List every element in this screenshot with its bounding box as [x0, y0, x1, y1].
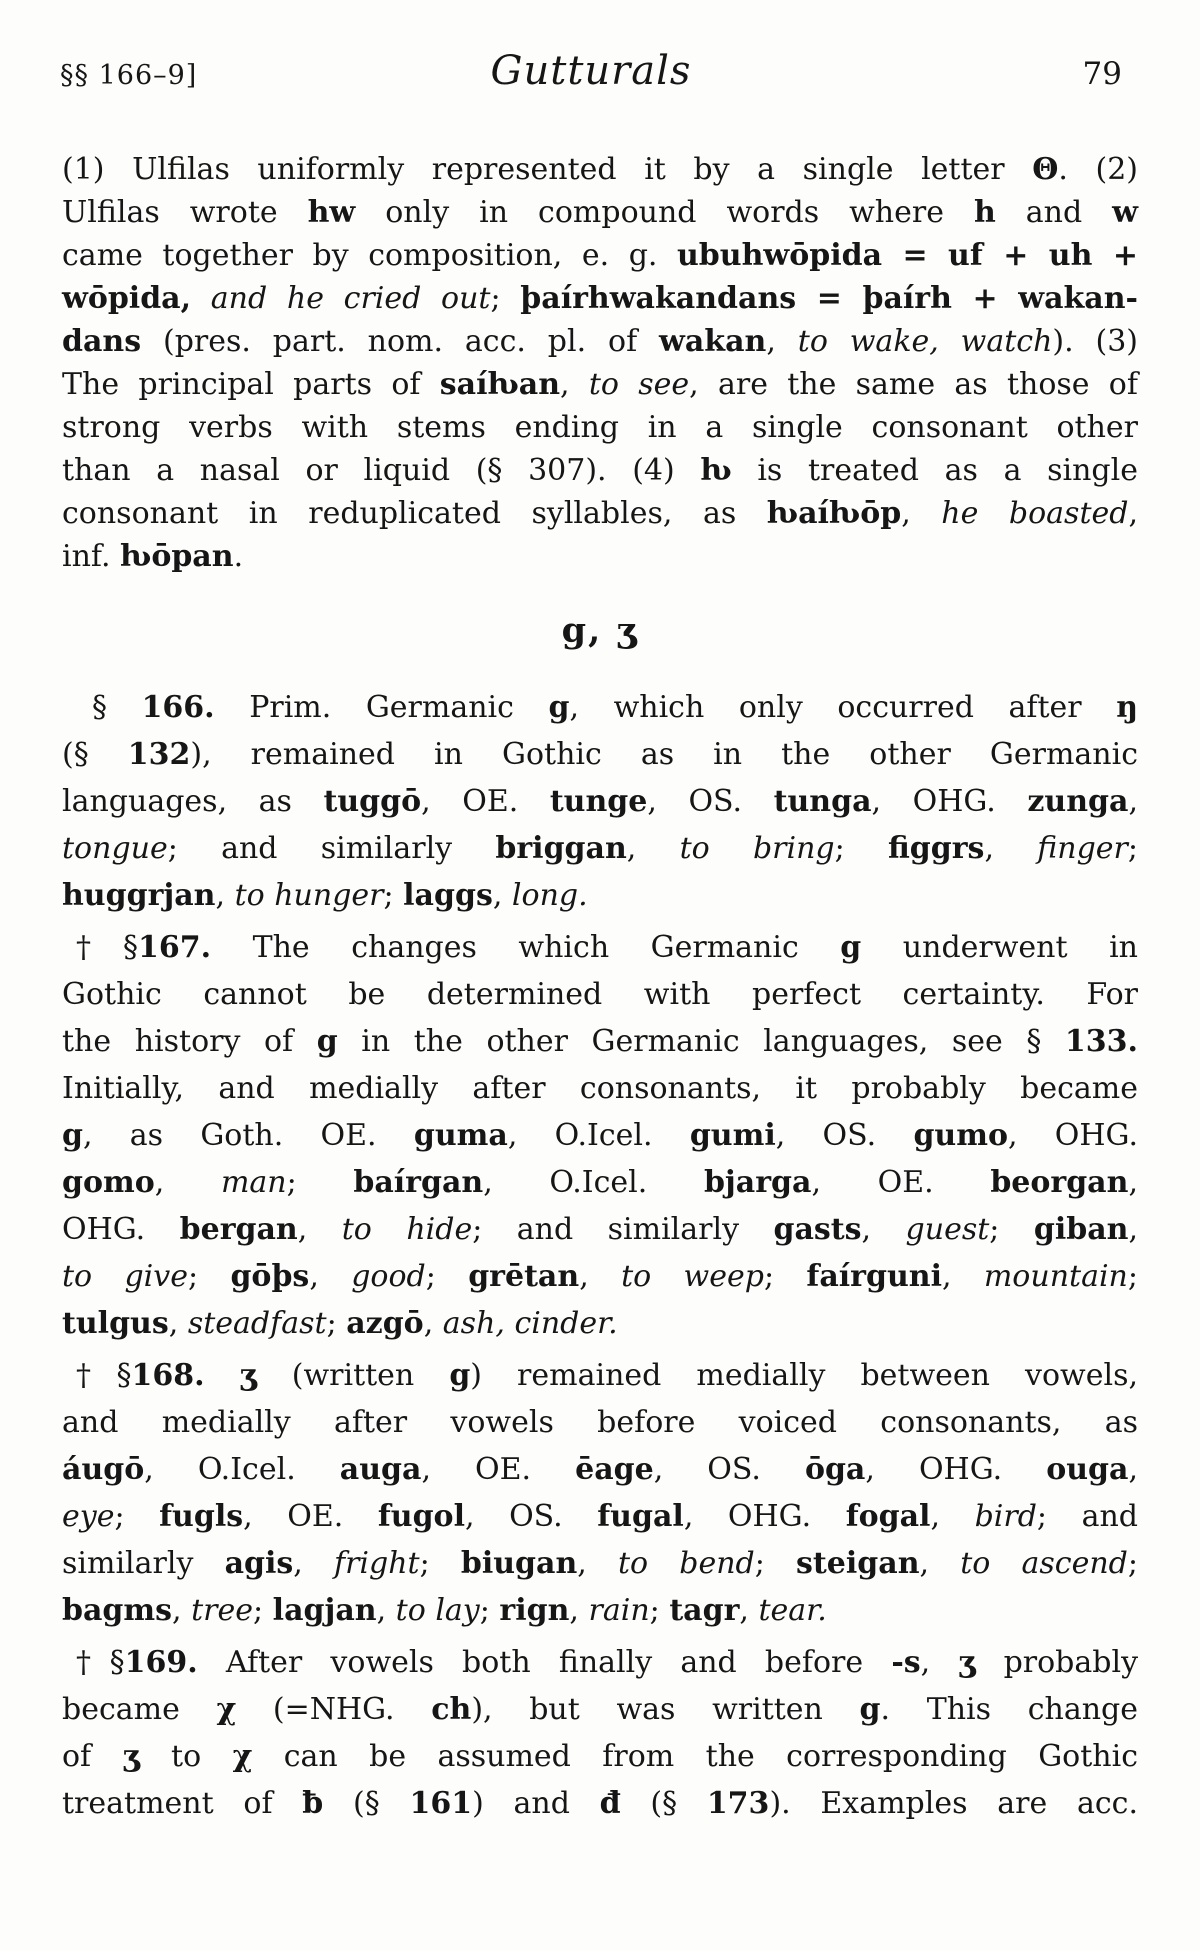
gothic-form: briggan [495, 831, 627, 866]
text-segment: inf. [62, 539, 121, 574]
text-segment: , OS. [464, 1499, 598, 1534]
text-segment: , [423, 1306, 443, 1341]
text-segment: After vowels both finally and before [197, 1645, 892, 1680]
text-segment: ; [383, 878, 404, 913]
text-segment: (§ [62, 737, 128, 772]
text-line [62, 1065, 1138, 1112]
gloss: to bring [679, 831, 835, 866]
text-segment: ; [425, 1259, 469, 1294]
gothic-form: bagms [62, 1593, 173, 1628]
gothic-form: saíƕan [439, 367, 561, 402]
paragraph-167 [62, 924, 1138, 1347]
gloss: to give [62, 1259, 188, 1294]
text-segment: Initially, and medially after consonants, it probably became [62, 1071, 1138, 1106]
gothic-form: baírgan [353, 1165, 484, 1200]
gothic-form: ʒ [122, 1739, 140, 1774]
gothic-form: ouga [1046, 1452, 1129, 1487]
text-segment: , [172, 1593, 192, 1628]
gloss: to lay [395, 1593, 480, 1628]
text-segment: similarly [62, 1546, 225, 1581]
text-segment: and medially after vowels before voiced consonants, as [62, 1405, 1138, 1440]
text-segment: (1) Ulfilas uniformly represented it by a single letter [62, 152, 1033, 187]
text-segment: ; [419, 1546, 461, 1581]
gloss: to see [588, 367, 690, 402]
gothic-form: wōpida, [62, 281, 192, 316]
text-line [62, 1300, 1138, 1347]
text-segment: ; [326, 1306, 347, 1341]
text-segment: , [293, 1546, 334, 1581]
text-segment: ; [479, 1593, 500, 1628]
text-segment: (written [256, 1358, 450, 1393]
text-segment: only in compound words where [355, 195, 974, 230]
text-segment: , OS. [653, 1452, 805, 1487]
text-line [62, 1686, 1138, 1733]
text-segment: ; [187, 1259, 231, 1294]
text-segment: , OHG. [865, 1452, 1047, 1487]
gloss: bird [974, 1499, 1037, 1534]
gothic-form: gumo [913, 1118, 1008, 1153]
text-line [62, 320, 1138, 363]
text-line [62, 971, 1138, 1018]
paragraph-168 [62, 1352, 1138, 1634]
text-segment: to [139, 1739, 233, 1774]
text-line [62, 1780, 1138, 1827]
text-line [62, 1352, 1138, 1399]
text-segment: , [901, 496, 942, 531]
text-segment: ; [649, 1593, 670, 1628]
text-segment: ; [490, 281, 521, 316]
text-line [62, 535, 1138, 578]
gothic-form: wakan [659, 324, 767, 359]
text-segment: consonant in reduplicated syllables, as [62, 496, 767, 531]
text-segment: The principal parts of [62, 367, 440, 402]
gothic-form: fugal [597, 1499, 684, 1534]
text-segment: , O.Icel. [144, 1452, 340, 1487]
gloss: guest [905, 1212, 990, 1247]
text-segment: , [941, 1259, 984, 1294]
text-segment: . This change [880, 1692, 1138, 1727]
gloss: finger [1037, 831, 1128, 866]
text-line [62, 492, 1138, 535]
gothic-form: tagr [669, 1593, 740, 1628]
text-segment: , [492, 878, 512, 913]
text-segment: , OE. [811, 1165, 991, 1200]
text-segment: ; [114, 1499, 160, 1534]
text-segment: can be assumed from the corresponding Gothic [252, 1739, 1138, 1774]
gothic-form: χ [216, 1692, 237, 1727]
text-segment: ; [286, 1165, 354, 1200]
gothic-form: 173 [706, 1786, 770, 1821]
text-segment: ). Examples are acc. [769, 1786, 1138, 1821]
text-segment: ; [989, 1212, 1034, 1247]
text-segment: , [569, 1593, 589, 1628]
text-segment: , [297, 1212, 342, 1247]
gothic-form: tuggō [323, 784, 422, 819]
text-segment: , [168, 1306, 188, 1341]
text-segment: , are the same as those of [689, 367, 1138, 402]
text-line [62, 234, 1138, 277]
text-line [62, 449, 1138, 492]
gothic-form: -s [891, 1645, 921, 1680]
gloss: ash, cinder. [442, 1306, 618, 1341]
text-line [62, 1159, 1138, 1206]
header-section-range: §§ 166–9] [60, 60, 198, 91]
text-segment: , [309, 1259, 352, 1294]
text-segment: , [154, 1165, 221, 1200]
text-segment: (pres. part. nom. acc. pl. of [141, 324, 660, 359]
text-segment: ) remained medially between vowels, [470, 1358, 1139, 1393]
gothic-form: auga [339, 1452, 422, 1487]
text-line [62, 1639, 1138, 1686]
gloss: he boasted [941, 496, 1129, 531]
text-segment: , [861, 1212, 906, 1247]
gothic-form: ƀ [302, 1786, 324, 1821]
gothic-form: 169. [124, 1645, 198, 1680]
text-segment: , [1128, 1165, 1138, 1200]
gloss: and he cried out [210, 281, 491, 316]
text-segment: , [376, 1593, 396, 1628]
gloss: to ascend [960, 1546, 1128, 1581]
text-line [62, 825, 1138, 872]
text-line [62, 1018, 1138, 1065]
gothic-form: giban [1033, 1212, 1129, 1247]
gloss: mountain [983, 1259, 1128, 1294]
section-heading: g, ʒ [561, 610, 639, 651]
gloss: to weep [621, 1259, 764, 1294]
text-segment: , OS. [775, 1118, 914, 1153]
text-segment: ; and [1036, 1499, 1139, 1534]
text-segment: underwent in [861, 930, 1138, 965]
gothic-form: faírguni [806, 1259, 942, 1294]
text-segment: of [62, 1739, 123, 1774]
gloss: to bend [618, 1546, 755, 1581]
gothic-form: gōþs [230, 1259, 310, 1294]
text-segment: ), remained in Gothic as in the other Germanic [190, 737, 1138, 772]
text-segment: ; [1127, 831, 1138, 866]
gothic-form: lagjan [272, 1593, 377, 1628]
text-line [62, 363, 1138, 406]
text-segment: Prim. Germanic [214, 690, 549, 725]
gothic-form: tunga [773, 784, 872, 819]
text-segment: †§ [76, 1358, 132, 1393]
text-line [62, 191, 1138, 234]
text-segment: the history of [62, 1024, 317, 1059]
text-segment: Ulfilas wrote [62, 195, 308, 230]
gloss: tree [191, 1593, 254, 1628]
text-line [62, 924, 1138, 971]
text-segment: , [919, 1546, 961, 1581]
gothic-form: g [840, 930, 862, 965]
text-line [62, 684, 1138, 731]
text-segment: , OE. [421, 784, 550, 819]
gloss: to hide [341, 1212, 473, 1247]
text-segment: , [1128, 1212, 1138, 1247]
gothic-form: hw [307, 195, 356, 230]
text-segment: , OE. [243, 1499, 378, 1534]
text-line [62, 1206, 1138, 1253]
text-segment: , OHG. [871, 784, 1028, 819]
text-segment: , [626, 831, 680, 866]
gothic-form: biugan [460, 1546, 578, 1581]
gothic-form: ʒ [958, 1645, 976, 1680]
page-title: Gutturals [490, 48, 692, 94]
gothic-form: ƕ [700, 453, 732, 488]
gothic-form: 168. [131, 1358, 205, 1393]
gothic-form: g [316, 1024, 338, 1059]
text-segment: than a nasal or liquid (§ 307). (4) [62, 453, 701, 488]
page-header [0, 0, 1200, 94]
text-segment: (=NHG. [236, 1692, 432, 1727]
gothic-form: ch [431, 1692, 472, 1727]
text-segment: ; [763, 1259, 807, 1294]
text-line [62, 872, 1138, 919]
gloss: long. [511, 878, 588, 913]
gothic-form: ʒ [239, 1358, 257, 1393]
text-segment [205, 1358, 240, 1393]
text-segment: , [1128, 1452, 1138, 1487]
text-segment: , [215, 878, 235, 913]
paragraph-165-continuation [62, 148, 1138, 578]
text-segment: , [739, 1593, 759, 1628]
gothic-form: þaírhwakandans = þaírh + wakan- [520, 281, 1138, 316]
text-segment: is treated as a single [731, 453, 1138, 488]
gothic-form: g [449, 1358, 471, 1393]
gothic-form: fugls [159, 1499, 244, 1534]
text-segment: ; [1127, 1259, 1138, 1294]
text-segment: ; [754, 1546, 797, 1581]
gloss: steadfast [187, 1306, 327, 1341]
gothic-form: huggrjan [62, 878, 216, 913]
gothic-form: h [973, 195, 996, 230]
gothic-form: ubuhwōpida = uf + uh + [676, 238, 1138, 273]
text-segment: , [1128, 496, 1139, 531]
gothic-form: beorgan [990, 1165, 1129, 1200]
text-line [62, 1446, 1138, 1493]
text-segment: , [930, 1499, 975, 1534]
gothic-form: agis [224, 1546, 294, 1581]
text-segment: ; [834, 831, 888, 866]
text-segment: , which only occurred after [569, 690, 1117, 725]
text-segment: OHG. [62, 1212, 180, 1247]
gothic-form: χ [232, 1739, 253, 1774]
text-segment: , OS. [647, 784, 774, 819]
gothic-form: bjarga [703, 1165, 812, 1200]
gothic-form: guma [413, 1118, 508, 1153]
gothic-form: g [548, 690, 570, 725]
text-segment: § [92, 690, 142, 725]
text-segment: strong verbs with stems ending in a single consonant other [62, 410, 1138, 445]
gothic-form: Θ [1032, 152, 1059, 187]
page-body [0, 94, 1200, 1827]
gothic-form: ƕōpan [120, 539, 234, 574]
gothic-form: laggs [403, 878, 493, 913]
gloss: eye [62, 1499, 115, 1534]
text-line [62, 731, 1138, 778]
gothic-form: 133. [1064, 1024, 1138, 1059]
gothic-form: steigan [796, 1546, 920, 1581]
text-segment: , [577, 1546, 618, 1581]
gothic-form: 161 [409, 1786, 473, 1821]
text-segment: The changes which Germanic [211, 930, 841, 965]
text-segment: ), but was written [471, 1692, 860, 1727]
gothic-form: fogal [845, 1499, 931, 1534]
gloss: man [220, 1165, 287, 1200]
gothic-form: gomo [62, 1165, 155, 1200]
text-segment: ; and similarly [167, 831, 496, 866]
text-segment: treatment of [62, 1786, 303, 1821]
gothic-form: zunga [1027, 784, 1129, 819]
text-segment: languages, as [62, 784, 324, 819]
text-segment: †§ [76, 1645, 125, 1680]
text-segment: ; [1127, 1546, 1138, 1581]
text-segment: , [984, 831, 1038, 866]
gothic-form: 167. [138, 930, 212, 965]
text-segment: , OE. [421, 1452, 576, 1487]
paragraph-166 [62, 684, 1138, 919]
text-line [62, 1493, 1138, 1540]
text-segment: (§ [620, 1786, 707, 1821]
gothic-form: gumi [689, 1118, 776, 1153]
gothic-form: 166. [141, 690, 215, 725]
paragraph-169 [62, 1639, 1138, 1827]
text-line [62, 1733, 1138, 1780]
gothic-form: đ [599, 1786, 621, 1821]
gloss: tongue [62, 831, 168, 866]
text-segment: , [579, 1259, 622, 1294]
text-line [62, 1253, 1138, 1300]
text-segment: in the other Germanic languages, see § [337, 1024, 1065, 1059]
text-segment: , as Goth. OE. [82, 1118, 414, 1153]
text-segment: probably [975, 1645, 1139, 1680]
gloss: fright [333, 1546, 420, 1581]
text-line [62, 148, 1138, 191]
text-segment: , O.Icel. [507, 1118, 690, 1153]
text-line [62, 277, 1138, 320]
text-segment: ; [253, 1593, 273, 1628]
gothic-form: ŋ [1116, 690, 1138, 725]
text-line [62, 406, 1138, 449]
gloss: to wake, watch [797, 324, 1053, 359]
text-segment [191, 281, 211, 316]
text-segment: , OHG. [683, 1499, 846, 1534]
text-segment: (§ [323, 1786, 410, 1821]
gothic-form: figgrs [887, 831, 985, 866]
gothic-form: 132 [127, 737, 191, 772]
gothic-form: w [1112, 195, 1138, 230]
text-segment: , O.Icel. [483, 1165, 704, 1200]
text-segment: , [920, 1645, 959, 1680]
text-segment: ) and [472, 1786, 600, 1821]
gloss: to hunger [234, 878, 384, 913]
gothic-form: dans [62, 324, 142, 359]
gothic-form: gasts [773, 1212, 862, 1247]
page-number: 79 [1082, 56, 1122, 92]
text-segment: , [560, 367, 589, 402]
gothic-form: grētan [468, 1259, 580, 1294]
gothic-form: ƕaíƕōp [766, 496, 902, 531]
text-segment: and [995, 195, 1113, 230]
gothic-form: ēage [575, 1452, 654, 1487]
gothic-form: g [859, 1692, 881, 1727]
text-segment: ; and similarly [472, 1212, 774, 1247]
text-segment: †§ [76, 930, 138, 965]
gloss: tear. [758, 1593, 827, 1628]
text-segment: , [766, 324, 798, 359]
text-segment: Gothic cannot be determined with perfect certainty. For [62, 977, 1138, 1012]
gloss: good [351, 1259, 426, 1294]
text-line [62, 778, 1138, 825]
gothic-form: g [62, 1118, 83, 1153]
gothic-form: azgō [346, 1306, 424, 1341]
text-segment: , [1128, 784, 1139, 819]
text-line [62, 1399, 1138, 1446]
text-line [62, 1112, 1138, 1159]
text-segment: ). (3) [1052, 324, 1138, 359]
text-segment: . [233, 539, 244, 574]
gothic-form: tunge [549, 784, 648, 819]
gothic-form: áugō [62, 1452, 145, 1487]
text-line [62, 1587, 1138, 1634]
text-segment: came together by composition, e. g. [62, 238, 677, 273]
text-segment: became [62, 1692, 217, 1727]
text-segment: , OHG. [1007, 1118, 1138, 1153]
gothic-form: rign [499, 1593, 570, 1628]
text-line [62, 1540, 1138, 1587]
gloss: rain [588, 1593, 650, 1628]
gothic-form: bergan [179, 1212, 298, 1247]
text-segment: . (2) [1058, 152, 1138, 187]
gothic-form: tulgus [62, 1306, 169, 1341]
gothic-form: fugol [377, 1499, 465, 1534]
gothic-form: ōga [804, 1452, 866, 1487]
